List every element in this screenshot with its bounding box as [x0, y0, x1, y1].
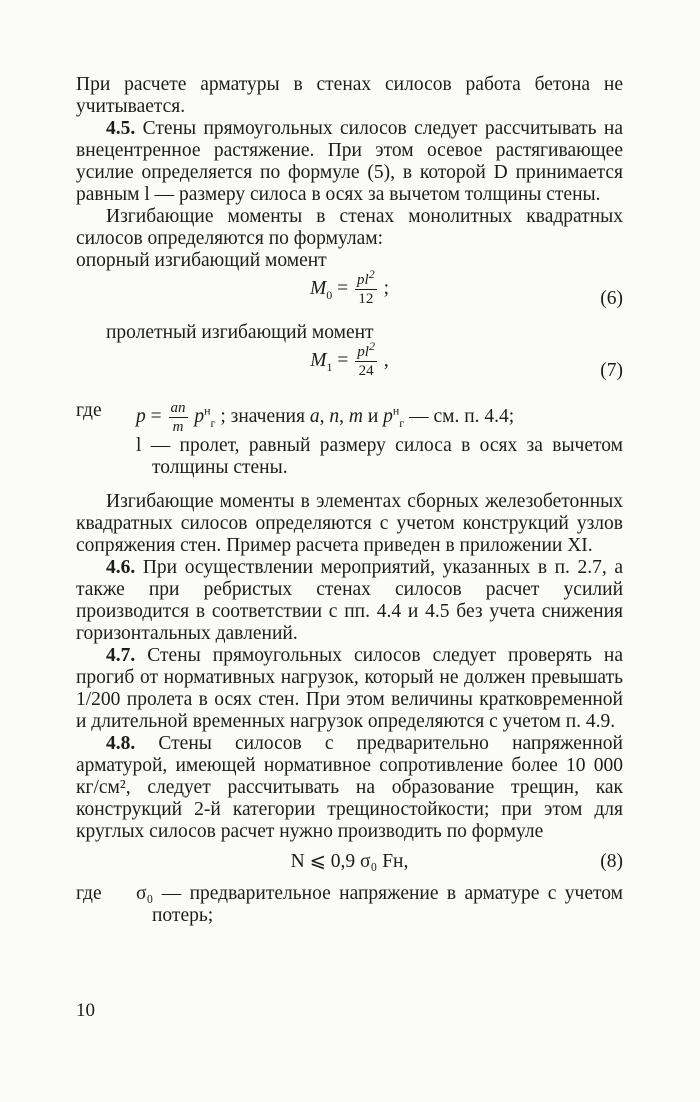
formula-6-body: $M_0$ = $\frac{pl^2}{12}$ ; — [310, 267, 389, 307]
where-block-1 — [76, 400, 623, 435]
where-label: где — [76, 400, 102, 421]
where-l-definition — [76, 435, 623, 479]
where-sigma-definition: σ₀ — предварительное напряжение в арматуре с учетом потерь; — [136, 883, 623, 926]
label-support-moment: опорный изгибающий момент — [76, 250, 327, 271]
paragraph-text: Стены прямоугольных силосов следует проверять на прогиб от нормативных нагрузок, который не должен превышать 1/200 пролета в осях стен. При этом величины кратковременной и длительной временных нагрузок определяются с учетом п. 4.9. — [76, 645, 623, 732]
label-span-moment: пролетный изгибающий момент — [106, 322, 374, 343]
formula-7 — [76, 339, 623, 394]
where-l-text: l — пролет, равный размеру силоса в осях за вычетом толщины стены. — [136, 435, 623, 478]
paragraph-text: Стены силосов с предварительно напряженной арматурой, имеющей нормативное сопротивление более 10 000 кг/см², следует рассчитывать на образование трещин, как конструкций 2-й категории трещиностойкости; при этом для круглых силосов расчет нужно производить по формуле — [76, 733, 623, 842]
formula-6-number: (6) — [600, 288, 623, 309]
where-block-2 — [76, 883, 623, 927]
paragraph-4-6 — [76, 557, 623, 645]
section-number: 4.5. — [106, 118, 136, 139]
section-number: 4.6. — [106, 557, 136, 578]
formula-8-number: (8) — [600, 851, 623, 872]
formula-7-body: $M_1$ = $\frac{pl^2}{24}$ , — [310, 339, 389, 379]
where-p-definition: p = $\frac{an}{m}$ $p^н_г$ ; значения a, n, m и $p^н_г$ — см. п. 4.4; — [136, 400, 515, 435]
paragraph-moments: Изгибающие моменты в стенах монолитных квадратных силосов определяются по формулам: — [76, 206, 623, 249]
paragraph-4-5 — [76, 118, 623, 206]
page-body — [76, 74, 623, 927]
paragraph-4-7 — [76, 645, 623, 733]
paragraph-precast: Изгибающие моменты в элементах сборных железобетонных квадратных силосов определяются с учетом конструкций узлов сопряжения стен. Пример расчета приведен в приложении XI. — [76, 491, 623, 556]
paragraph-text: Стены прямоугольных силосов следует рассчитывать на внецентренное растяжение. При этом осевое растягивающее усилие определяется по формуле (5), в которой D принимается равным l — размеру силоса в осях за вычетом толщины стены. — [76, 118, 624, 205]
formula-7-number: (7) — [600, 360, 623, 381]
section-number: 4.7. — [106, 645, 136, 666]
formula-6 — [76, 267, 623, 322]
section-number: 4.8. — [106, 733, 136, 754]
where-label: где — [76, 883, 102, 904]
formula-8-body: N ⩽ 0,9 σ₀ Fн, — [290, 851, 409, 872]
paragraph-1: При расчете арматуры в стенах силосов работа бетона не учитывается. — [76, 74, 623, 117]
paragraph-text: При осуществлении мероприятий, указанных в п. 2.7, а также при ребристых стенах силосов расчет усилий производится в соответствии с пп. 4.4 и 4.5 без учета снижения горизонтальных давлений. — [76, 557, 623, 644]
paragraph-4-8 — [76, 733, 623, 843]
formula-8 — [76, 843, 623, 883]
page-number: 10 — [76, 1000, 95, 1021]
